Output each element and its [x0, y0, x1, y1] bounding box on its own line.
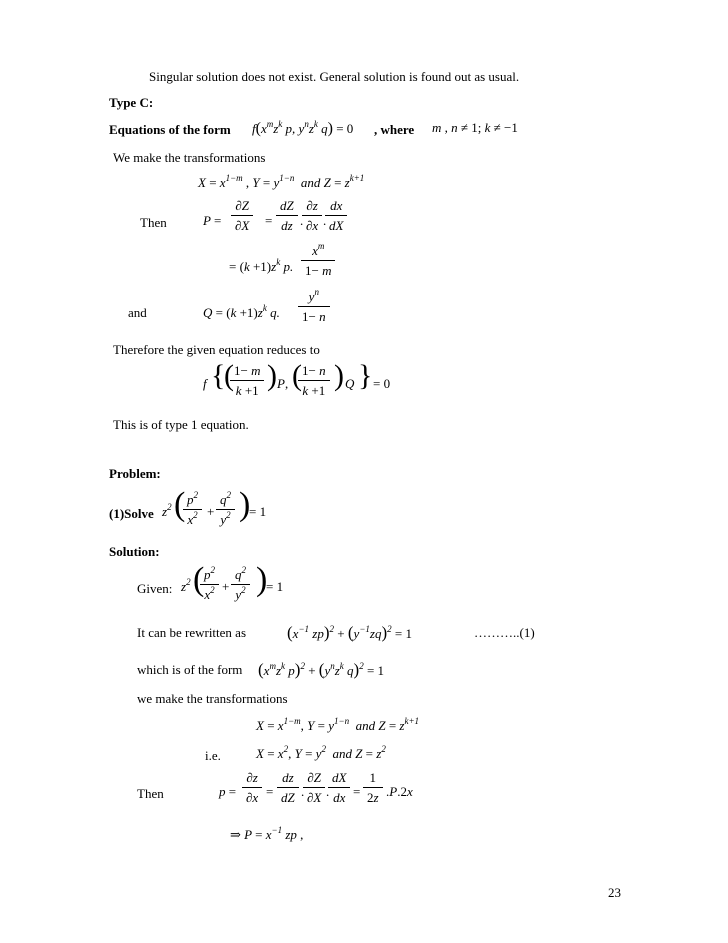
- right-brace: }: [358, 359, 373, 392]
- Q-symbol: Q: [345, 376, 355, 391]
- type1-text: This is of type 1 equation.: [113, 417, 249, 432]
- ie-label: i.e.: [205, 748, 221, 763]
- left-paren: (: [292, 359, 302, 392]
- frac-dz-dx: $\frac{\partial z}{\partial x}$: [304, 199, 320, 232]
- and-label: and: [128, 305, 147, 320]
- equals: =: [266, 784, 274, 799]
- transform-intro2: we make the transformations: [137, 691, 288, 706]
- left-paren: (: [193, 561, 205, 598]
- frac-p2-x2: $\frac{p^2}{x^2}$: [202, 568, 217, 601]
- condition: m , n ≠ 1; k ≠ −1: [432, 120, 518, 135]
- transform-equations: $X = x^{1-m}$ , $Y = y^{1-n}$ and $Z = z^{k+1}$: [198, 173, 365, 190]
- equals-one: = 1: [249, 504, 267, 519]
- where-label: , where: [374, 122, 415, 137]
- solve-label: (1)Solve: [109, 506, 154, 521]
- solution-heading: Solution:: [109, 544, 160, 559]
- equals: =: [353, 784, 361, 799]
- P-comma: P,: [277, 376, 289, 391]
- equals: =: [265, 213, 273, 228]
- rewritten-equation: ($x^{-1}$ $zp)^2 + (y^{-1}zq)^2 = 1$: [287, 623, 412, 642]
- intro-line: Singular solution does not exist. General solution is found out as usual.: [149, 69, 520, 84]
- equations-form-label: Equations of the form: [109, 122, 231, 137]
- z2: $z^2$: [162, 502, 172, 519]
- f-symbol: f: [203, 376, 207, 391]
- right-paren: ): [256, 561, 268, 598]
- right-paren: ): [334, 359, 344, 392]
- equals-one: = 1: [266, 579, 284, 594]
- p-result: ⇒ $P = x^{-1}$ zp ,: [230, 825, 304, 842]
- problem-heading: Problem:: [109, 466, 161, 481]
- eq-number: ………..(1): [474, 625, 535, 640]
- right-paren: ): [239, 486, 251, 523]
- p-lower: p =: [219, 784, 237, 799]
- frac-dX-dx: $\frac{dX}{dx}$: [330, 771, 348, 804]
- frac-q2-y2: $\frac{q^2}{y^2}$: [218, 493, 233, 526]
- ie-equations: $X = x^2$, $Y = y^2$ and $Z = z^2$: [256, 744, 386, 761]
- reduces-text: Therefore the given equation reduces to: [113, 342, 320, 357]
- frac-1m-k1: $\frac{1- m}{k +1}$: [232, 364, 262, 397]
- dot: .: [300, 213, 304, 228]
- left-paren: (: [224, 359, 234, 392]
- dot: .: [326, 784, 330, 799]
- q-expression: $Q = (k +1)z^k$ q.: [203, 303, 280, 320]
- then-label: Then: [140, 215, 167, 230]
- frac-p2-x2: $\frac{p^2}{x^2}$: [185, 493, 200, 526]
- dot: .: [323, 213, 327, 228]
- frac-xm-1m: $\frac{x^m}{1- m}$: [303, 244, 333, 277]
- frac-dz-dZ: $\frac{dz}{dZ}$: [279, 771, 297, 804]
- frac-1-2z: $\frac{1}{2z}$: [365, 771, 381, 804]
- left-brace: {: [211, 359, 226, 392]
- P-2x: .P.2x: [386, 784, 413, 799]
- p-expression: = $(k +1)z^k$ p.: [229, 257, 294, 274]
- page-number: 23: [608, 885, 621, 900]
- form-label: which is of the form: [137, 662, 243, 677]
- transform-equations2: $X = x^{1-m}$, $Y = y^{1-n}$ and $Z = z^{k+1}$: [256, 716, 420, 733]
- type-heading: Type C:: [109, 95, 154, 110]
- given-label: Given:: [137, 581, 173, 596]
- frac-dx-dX: $\frac{dx}{dX}$: [327, 199, 345, 232]
- form-equation: ($x^mz^k$ $p)^2 + (y^nz^k$ q)$^2$ = 1: [258, 660, 385, 679]
- p-symbol: P =: [203, 213, 222, 228]
- then-label2: Then: [137, 786, 164, 801]
- frac-dZ-dX2: $\frac{\partial Z}{\partial X}$: [305, 771, 323, 804]
- plus: +: [207, 504, 215, 519]
- right-paren: ): [267, 359, 277, 392]
- transform-intro: We make the transformations: [113, 150, 266, 165]
- type-c-equation: $f(x^mz^k$ p, $y^nz^k$ q) = 0: [252, 119, 354, 137]
- frac-yn-1n: $\frac{y^n}{1- n}$: [300, 290, 328, 323]
- frac-1n-k1: $\frac{1- n}{k +1}$: [300, 364, 328, 397]
- dot: .: [301, 784, 305, 799]
- z2: $z^2$: [181, 577, 191, 594]
- frac-dz-dx2: $\frac{\partial z}{\partial x}$: [244, 771, 260, 804]
- frac-dZ-dz: $\frac{dZ}{dz}$: [278, 199, 296, 232]
- frac-dZ-dX: $\frac{\partial Z}{\partial X}$: [233, 199, 251, 232]
- rewritten-label: It can be rewritten as: [137, 625, 247, 640]
- left-paren: (: [174, 486, 186, 523]
- plus: +: [222, 579, 230, 594]
- frac-q2-y2: $\frac{q^2}{y^2}$: [233, 568, 248, 601]
- equals-zero: = 0: [373, 376, 391, 391]
